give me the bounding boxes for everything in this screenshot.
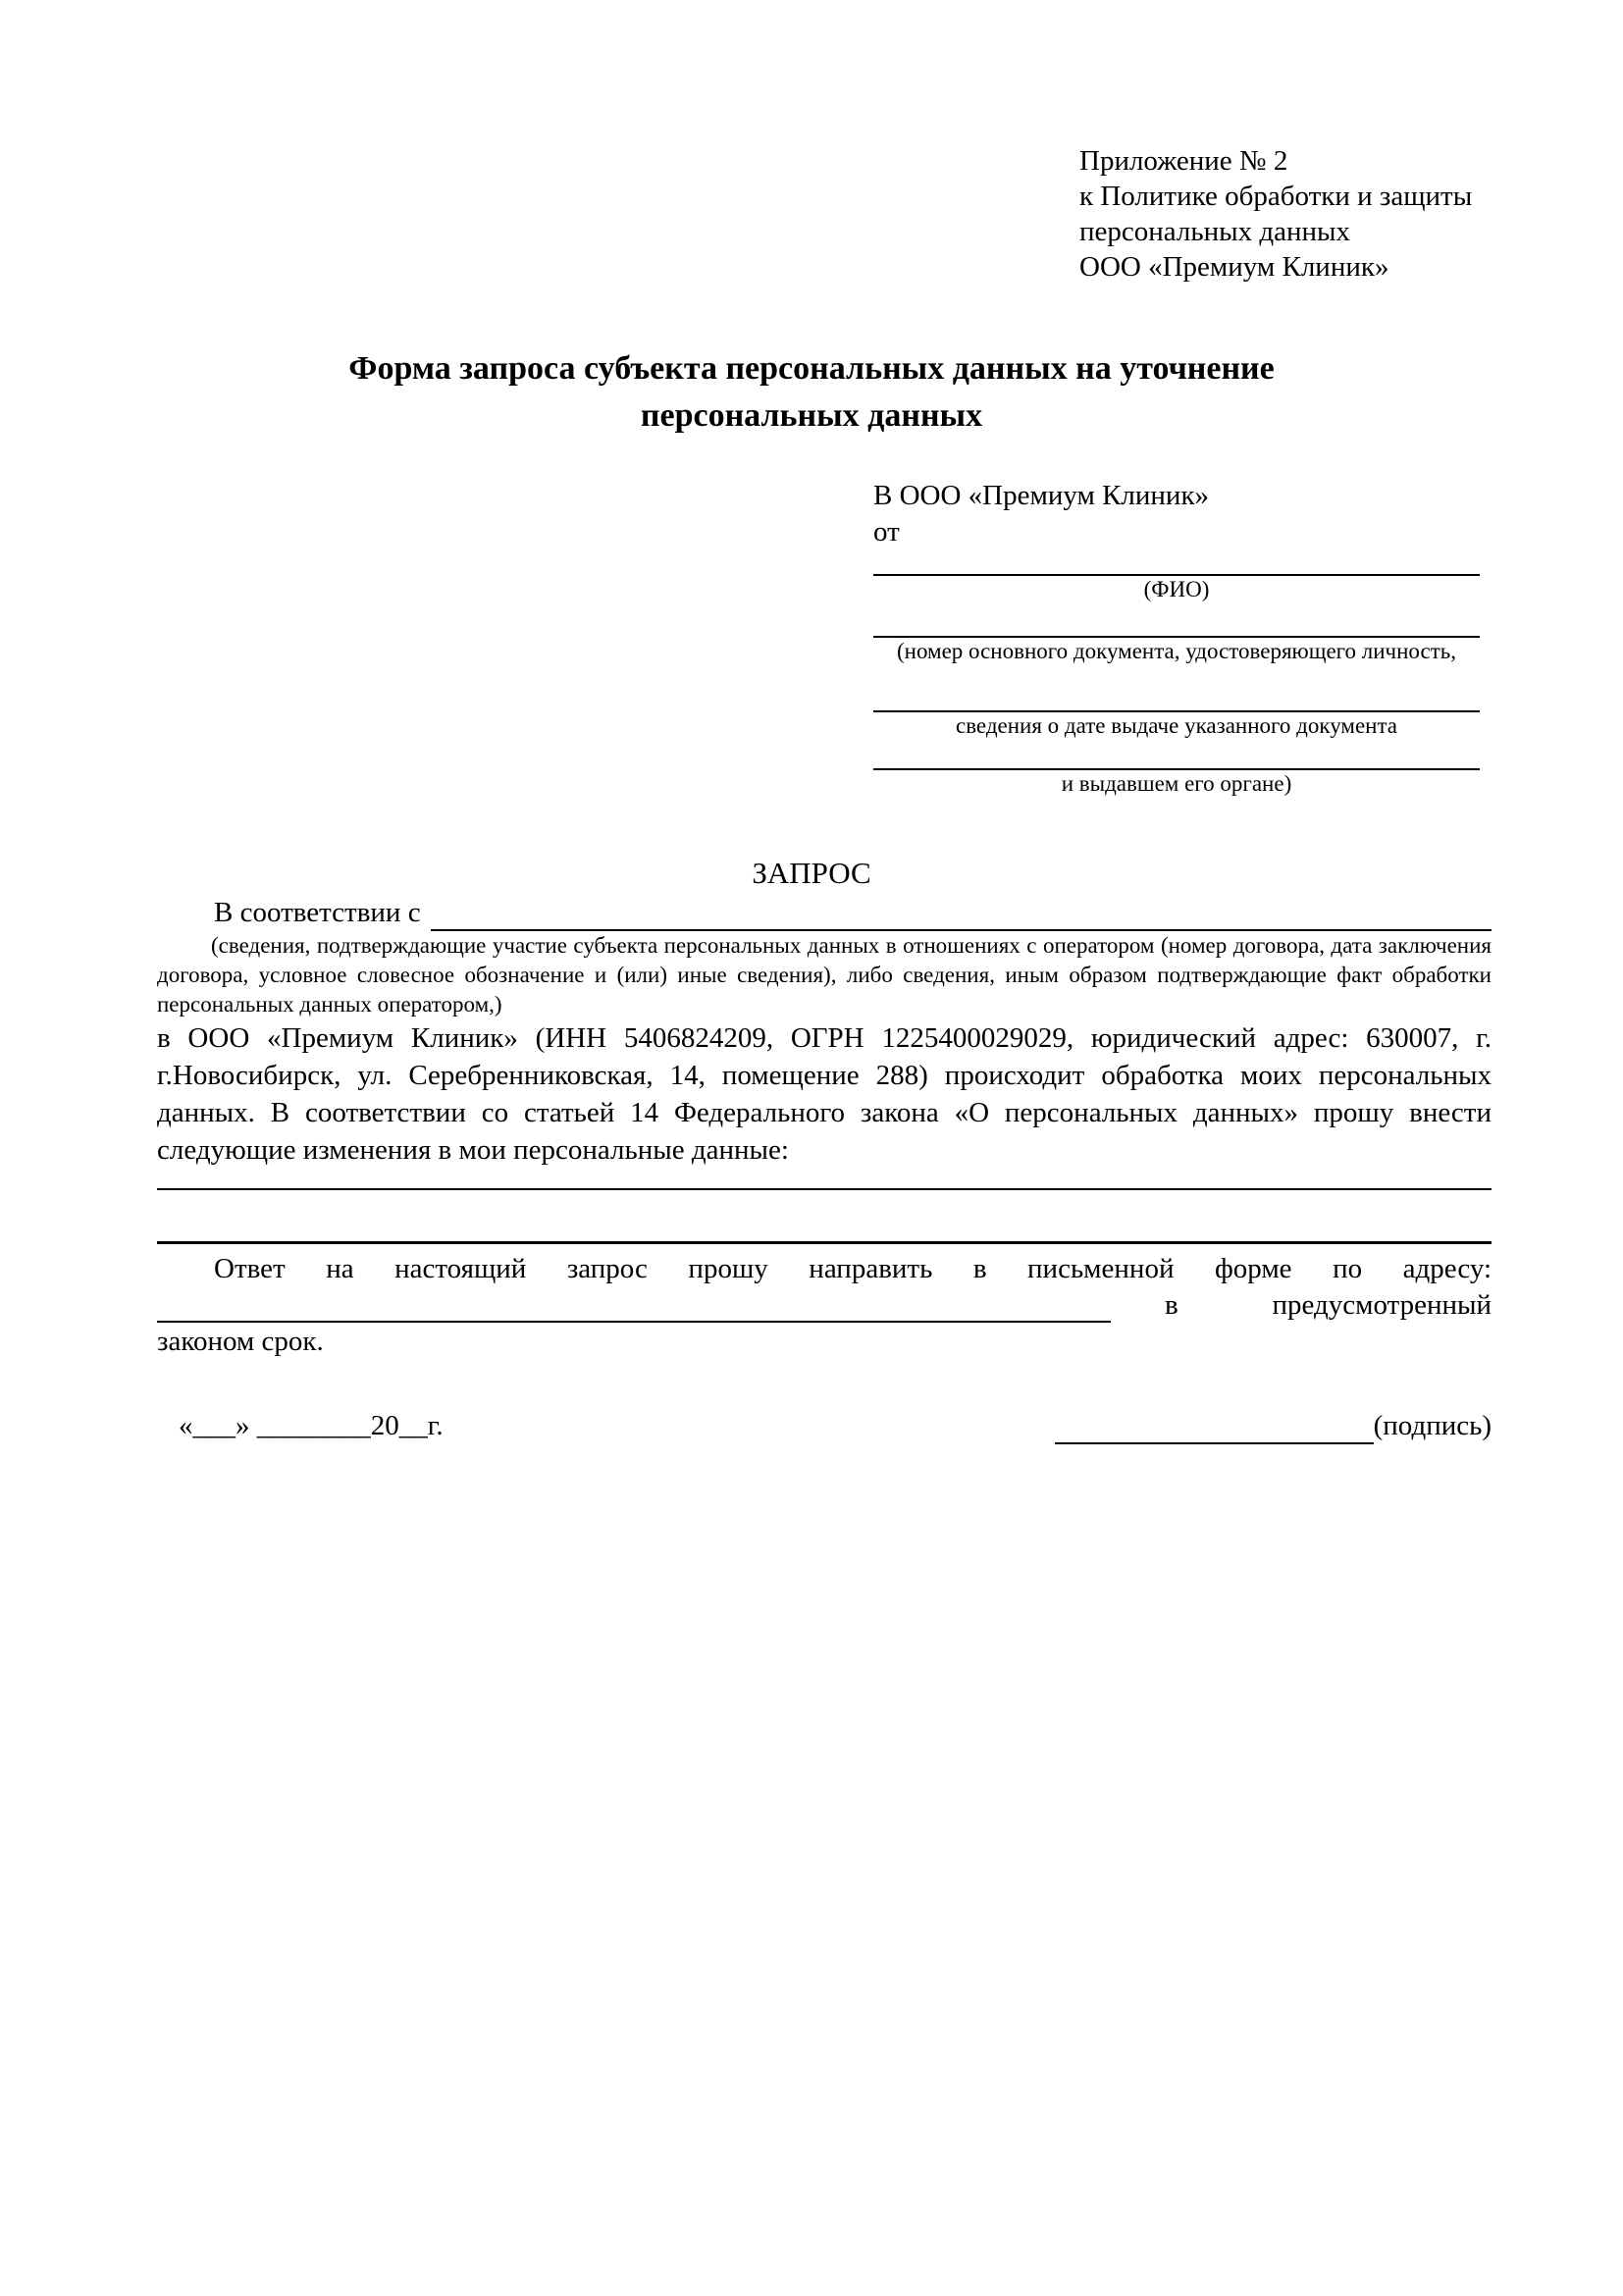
form-title-wrap xyxy=(0,345,1623,440)
doc-issuer-blank-line xyxy=(873,740,1480,770)
appendix-line: Приложение № 2 xyxy=(1079,145,1288,177)
answer-paragraph: Ответ на настоящий запрос прошу направить в письменной форме по адресу: xyxy=(214,1253,1492,1284)
addressee-to: В ООО «Премиум Клиник» xyxy=(873,480,1210,511)
doc-number-caption: (номер основного документа, удостоверяющего личность, xyxy=(896,639,1456,663)
doc-issuer-caption: и выдавшем его органе) xyxy=(1061,771,1292,796)
address-blank-line xyxy=(157,1291,1111,1323)
answer-ending: законом срок. xyxy=(157,1326,324,1357)
request-heading: ЗАПРОС xyxy=(752,856,871,890)
date-signature-row xyxy=(157,1407,1492,1444)
fio-caption: (ФИО) xyxy=(1143,577,1210,601)
appendix-line: ООО «Премиум Клиник» xyxy=(1079,251,1389,283)
addressee-block xyxy=(873,478,1480,798)
appendix-header xyxy=(1079,143,1472,285)
request-body: в ООО «Премиум Клиник» (ИНН 5406824209, ОГРН 1225400029029, юридический адрес: 630007, г. г.Новосибирск, ул. Серебренниковская, 14, помещение 288) происходит обработка моих персональных данных. В соответствии со статьей 14 Федерального закона «О персональных данных» прошу внести следующие изменения в мои персональные данные: xyxy=(157,1022,1492,1166)
answer-address-row xyxy=(157,1287,1492,1323)
signature-blank-line xyxy=(1055,1411,1374,1444)
appendix-line: к Политике обработки и защиты xyxy=(1079,181,1473,212)
addressee-from: от xyxy=(873,516,900,548)
request-content xyxy=(157,894,1492,1444)
doc-date-blank-line xyxy=(873,665,1480,712)
fio-blank-line xyxy=(873,550,1480,576)
accordance-row xyxy=(157,894,1492,931)
appendix-line: персональных данных xyxy=(1079,216,1351,247)
answer-continuation-2: предусмотренный xyxy=(1272,1289,1492,1321)
accordance-lead: В соответствии с xyxy=(214,897,421,928)
answer-continuation-1: в xyxy=(1165,1289,1178,1321)
signature-caption: (подпись) xyxy=(1373,1410,1492,1441)
changes-blank-line-1 xyxy=(157,1169,1492,1190)
date-blank: «___» ________20__г. xyxy=(179,1410,444,1441)
accordance-note: (сведения, подтверждающие участие субъекта персональных данных в отношениях с оператором (номер договора, дата заключения договора, условное словесное обозначение и (или) иные сведения), либо сведения, иным образом подтверждающие факт обработки персональных данных оператором,) xyxy=(157,933,1492,1017)
form-title: Форма запроса субъекта персональных данных на уточнение персональных данных xyxy=(348,350,1275,434)
changes-blank-line-2 xyxy=(157,1190,1492,1244)
doc-date-caption: сведения о дате выдаче указанного документа xyxy=(955,713,1398,738)
accordance-blank-line xyxy=(431,898,1492,931)
signature-group xyxy=(1055,1407,1492,1444)
doc-number-blank-line xyxy=(873,603,1480,638)
